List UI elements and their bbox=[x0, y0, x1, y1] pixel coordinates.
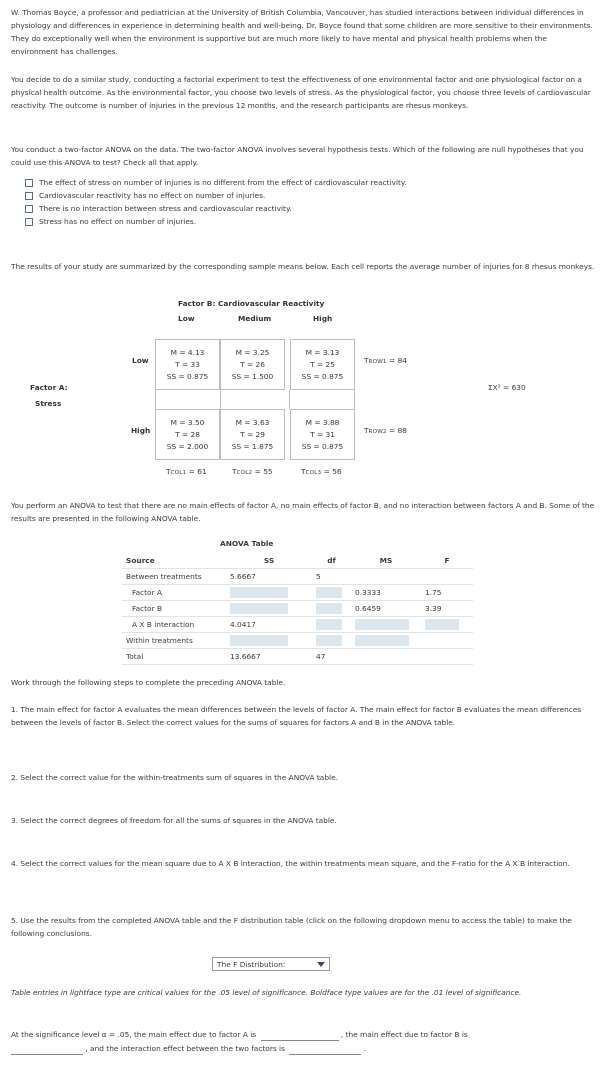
source-cell: Factor A bbox=[122, 585, 226, 601]
factor-b-title: Factor B: Cardiovascular Reactivity bbox=[178, 299, 325, 308]
cell-total: T = 25 bbox=[310, 359, 335, 369]
f-cell: 3.39 bbox=[421, 601, 473, 617]
col-label-medium: Medium bbox=[238, 314, 272, 323]
df-cell: 5 bbox=[312, 569, 351, 585]
df-cell: 47 bbox=[312, 649, 351, 665]
cell-mean: M = 3.63 bbox=[235, 417, 270, 427]
col-label-high: High bbox=[313, 314, 333, 323]
row-total-1: TROW1 = 84 bbox=[364, 356, 407, 365]
anova-header-row bbox=[122, 553, 473, 569]
ss-select-within[interactable] bbox=[230, 635, 288, 646]
option-label: There is no interaction between stress and cardiovascular reactivity. bbox=[39, 204, 292, 213]
df-select-factor-b[interactable] bbox=[316, 603, 342, 614]
f-distribution-dropdown[interactable] bbox=[212, 957, 330, 971]
checkbox[interactable] bbox=[25, 205, 33, 213]
f-select-interaction[interactable] bbox=[425, 619, 459, 630]
cell-total: T = 33 bbox=[175, 359, 200, 369]
anova-row-interaction bbox=[122, 617, 473, 633]
row-label-high: High bbox=[131, 426, 151, 435]
source-cell: Within treatments bbox=[122, 633, 226, 649]
conclusion-text: , and the interaction effect between the two factors is bbox=[85, 1044, 285, 1053]
anova-row-within bbox=[122, 633, 473, 649]
anova-row-factor-a bbox=[122, 585, 473, 601]
sum-x-squared: ΣX² = 630 bbox=[488, 383, 526, 392]
row-label-low: Low bbox=[132, 356, 149, 365]
step-5: 5. Use the results from the completed ANOVA table and the F distribution table (click on the following dropdown menu to access the table) to make the following conclusions. bbox=[11, 916, 572, 938]
step-3: 3. Select the correct degrees of freedom for all the sums of squares in the ANOVA table. bbox=[11, 816, 337, 825]
conclusion-text: At the significance level α = .05, the main effect due to factor A is bbox=[11, 1030, 257, 1039]
dropdown-label: The F Distribution: bbox=[217, 959, 286, 969]
cell-mean: M = 3.25 bbox=[235, 347, 270, 357]
option-reactivity-no-effect[interactable] bbox=[25, 190, 265, 202]
cell-total: T = 29 bbox=[240, 429, 265, 439]
row-total-2: TROW2 = 88 bbox=[364, 426, 407, 435]
question-prompt: You conduct a two-factor ANOVA on the data. The two-factor ANOVA involves several hypothesis tests. Which of the following are null hypotheses that you could use this ANOVA to test? Check all that apply. bbox=[11, 145, 584, 167]
cell-mean: M = 3.50 bbox=[170, 417, 205, 427]
cell-ss: SS = 0.875 bbox=[166, 371, 209, 381]
conclusion-text: , the main effect due to factor B is bbox=[340, 1030, 468, 1039]
cell-ss: SS = 1.500 bbox=[231, 371, 274, 381]
checkbox[interactable] bbox=[25, 218, 33, 226]
grid-spacer bbox=[220, 390, 290, 409]
conclusion-line-1 bbox=[11, 1028, 595, 1041]
source-cell: Factor B bbox=[122, 601, 226, 617]
checkbox[interactable] bbox=[25, 179, 33, 187]
source-cell: Total bbox=[122, 649, 226, 665]
conclusion-text: . bbox=[363, 1044, 367, 1053]
factor-a-sub: Stress bbox=[35, 399, 62, 408]
ms-select-interaction[interactable] bbox=[355, 619, 409, 630]
factor-a-title: Factor A: bbox=[30, 383, 68, 392]
cell-mean: M = 4.13 bbox=[170, 347, 205, 357]
step-1: 1. The main effect for factor A evaluates the mean differences between the levels of factor A. The main effect for factor B evaluates the mean differences between the levels of factor B. Select the correct values for the sums of squares for factors A and B in the ANOVA table. bbox=[11, 705, 582, 727]
intro-paragraph-2: You decide to do a similar study, conducting a factorial experiment to test the effectiveness of one environmental factor and one physiological factor on a physical health outcome. As the environmental factor, you choose two levels of stress. As the physiological factor, you choose three levels of cardiovascular reactivity. The outcome is number of injuries in the previous 12 months, and the research participants are rhesus monkeys. bbox=[11, 75, 591, 110]
cell-total: T = 28 bbox=[175, 429, 200, 439]
ss-cell: 4.0417 bbox=[226, 617, 312, 633]
option-stress-vs-reactivity[interactable] bbox=[25, 177, 407, 189]
df-select-factor-a[interactable] bbox=[316, 587, 342, 598]
table-note: Table entries in lightface type are critical values for the .05 level of significance. Boldface type values are for the .01 level of significance. bbox=[11, 988, 522, 997]
cell-high-medium bbox=[220, 409, 285, 460]
option-no-interaction[interactable] bbox=[25, 203, 292, 215]
cell-high-low bbox=[155, 409, 220, 460]
cell-low-high bbox=[290, 339, 355, 390]
ms-select-within[interactable] bbox=[355, 635, 409, 646]
anova-title: ANOVA Table bbox=[220, 539, 274, 548]
factor-a-conclusion-select[interactable] bbox=[261, 1030, 339, 1041]
ss-cell: 13.6667 bbox=[226, 649, 312, 665]
cell-ss: SS = 1.875 bbox=[231, 441, 274, 451]
intro-paragraph-1: W. Thomas Boyce, a professor and pediatrician at the University of British Columbia, Vancouver, has studied interactions between individual differences in physiology and differences in experience in determining health and well-being. Dr. Boyce found that some children are more sensitive to their environments. They do exceptionally well when the environment is supportive but are much more likely to have mental and physical health problems when the environment has challenges. bbox=[11, 8, 593, 56]
summary-text: The results of your study are summarized by the corresponding sample means below. Each cell reports the average number of injuries for 8 rhesus monkeys. bbox=[11, 262, 595, 271]
cell-ss: SS = 0.875 bbox=[301, 441, 344, 451]
ss-cell: 5.6667 bbox=[226, 569, 312, 585]
cell-low-medium bbox=[220, 339, 285, 390]
ms-cell: 0.6459 bbox=[351, 601, 421, 617]
option-label: Stress has no effect on number of injuries. bbox=[39, 217, 197, 226]
cell-high-high bbox=[290, 409, 355, 460]
cell-ss: SS = 2.000 bbox=[166, 441, 209, 451]
anova-table bbox=[122, 553, 473, 665]
cell-total: T = 31 bbox=[310, 429, 335, 439]
source-cell: A X B interaction bbox=[122, 617, 226, 633]
header-ms: MS bbox=[351, 553, 421, 569]
ss-select-factor-b[interactable] bbox=[230, 603, 288, 614]
col-total-3: TCOL3 = 56 bbox=[301, 467, 342, 476]
header-source: Source bbox=[122, 553, 226, 569]
header-f: F bbox=[421, 553, 473, 569]
source-cell: Between treatments bbox=[122, 569, 226, 585]
chevron-down-icon bbox=[317, 962, 325, 967]
col-total-1: TCOL1 = 61 bbox=[166, 467, 207, 476]
cell-ss: SS = 0.875 bbox=[301, 371, 344, 381]
option-stress-no-effect[interactable] bbox=[25, 216, 196, 228]
cell-mean: M = 3.13 bbox=[305, 347, 340, 357]
header-df: df bbox=[312, 553, 351, 569]
df-select-within[interactable] bbox=[316, 635, 342, 646]
conclusion-line-2 bbox=[11, 1042, 595, 1055]
step-2: 2. Select the correct value for the within-treatments sum of squares in the ANOVA table. bbox=[11, 773, 338, 782]
option-label: The effect of stress on number of injuries is no different from the effect of cardiovascular reactivity. bbox=[39, 178, 407, 187]
col-label-low: Low bbox=[178, 314, 195, 323]
step-4: 4. Select the correct values for the mean square due to A X B interaction, the within treatments mean square, and the F-ratio for the A X B interaction. bbox=[11, 859, 570, 868]
steps-intro: Work through the following steps to complete the preceding ANOVA table. bbox=[11, 678, 286, 687]
df-select-interaction[interactable] bbox=[316, 619, 342, 630]
anova-row-total bbox=[122, 649, 473, 665]
f-cell: 1.75 bbox=[421, 585, 473, 601]
ms-cell: 0.3333 bbox=[351, 585, 421, 601]
col-total-2: TCOL2 = 55 bbox=[232, 467, 273, 476]
cell-low-low bbox=[155, 339, 220, 390]
anova-intro: You perform an ANOVA to test that there are no main effects of factor A, no main effects of factor B, and no interaction between factors A and B. Some of the results are presented in the following ANOVA table. bbox=[11, 501, 595, 523]
ss-select-factor-a[interactable] bbox=[230, 587, 288, 598]
cell-total: T = 26 bbox=[240, 359, 265, 369]
anova-row-factor-b bbox=[122, 601, 473, 617]
checkbox[interactable] bbox=[25, 192, 33, 200]
option-label: Cardiovascular reactivity has no effect on number of injuries. bbox=[39, 191, 266, 200]
interaction-conclusion-select[interactable] bbox=[289, 1044, 361, 1055]
anova-row-between bbox=[122, 569, 473, 585]
factor-b-conclusion-select[interactable] bbox=[11, 1044, 83, 1055]
header-ss: SS bbox=[226, 553, 312, 569]
cell-mean: M = 3.88 bbox=[305, 417, 340, 427]
